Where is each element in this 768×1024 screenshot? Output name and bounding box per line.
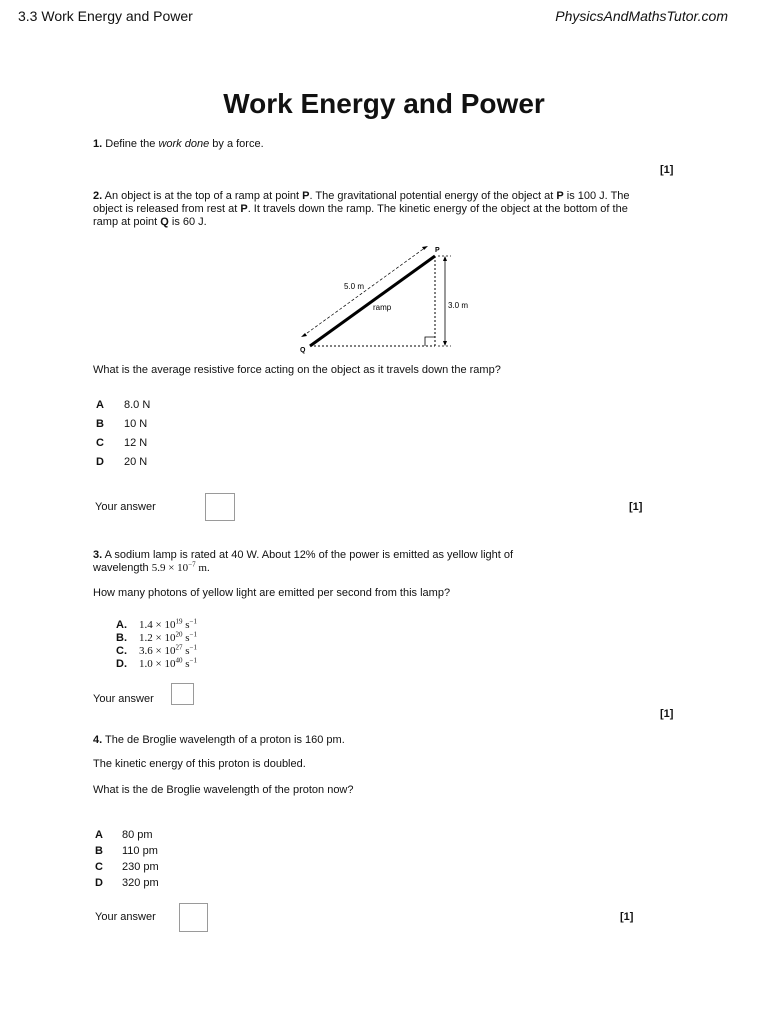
option-d[interactable] (95, 873, 159, 889)
question-2-line-2-a: object is released from rest at (93, 203, 241, 215)
option-letter: D. (116, 658, 127, 670)
option-a[interactable] (116, 615, 197, 631)
option-letter: B. (116, 632, 127, 644)
formula-unit-exponent: −1 (189, 617, 197, 626)
option-b[interactable] (116, 628, 197, 644)
option-letter: D (95, 877, 103, 889)
option-b[interactable] (95, 841, 159, 857)
question-3-line-1 (93, 549, 673, 562)
diagram-label-ramp: ramp (373, 303, 392, 312)
question-3-stem (93, 549, 673, 575)
formula-unit: m. (195, 562, 210, 574)
page-header-right: PhysicsAndMathsTutor.com (555, 8, 728, 24)
option-letter: A. (116, 619, 127, 631)
formula-unit-exponent: −1 (189, 630, 197, 639)
formula-exponent: 20 (175, 630, 183, 639)
question-3-line-2 (93, 562, 673, 575)
option-d[interactable] (116, 654, 197, 670)
wavelength-formula (152, 562, 210, 574)
question-3-line-2-text: wavelength (93, 562, 152, 574)
option-a[interactable] (96, 395, 150, 414)
option-letter: D (96, 456, 104, 468)
option-text: 110 pm (122, 845, 158, 857)
option-text: 20 N (124, 456, 148, 468)
question-2-line-2 (93, 203, 673, 216)
question-2-number: 2. (93, 190, 103, 202)
question-1 (93, 138, 264, 151)
formula-unit: s (182, 658, 190, 670)
diagram-label-length: 5.0 m (344, 282, 365, 291)
question-4-line-1 (93, 734, 345, 747)
question-4-answer-box[interactable] (179, 903, 208, 932)
question-2-options (96, 395, 150, 471)
option-text: 320 pm (122, 877, 159, 889)
question-3-number: 3. (93, 549, 103, 561)
question-2-line-3-b: is 60 J. (168, 216, 207, 228)
question-2-line-3-a: ramp at point (93, 216, 161, 228)
point-p-ref: P (556, 190, 564, 202)
question-2-line-2-b: . It travels down the ramp. The kinetic energy of the object at the bottom of the (247, 203, 628, 215)
point-p-ref: P (302, 190, 310, 202)
formula-exponent: 40 (175, 656, 183, 665)
diagram-label-p: P (435, 247, 440, 254)
option-letter: C (96, 437, 104, 449)
formula-exponent: −7 (188, 560, 196, 569)
question-4-line-1-text: The de Broglie wavelength of a proton is 160 pm. (105, 734, 345, 746)
length-arrow (303, 247, 426, 336)
formula-unit: s (182, 632, 190, 644)
question-2-line-1-b: . The gravitational potential energy of the object at (309, 190, 557, 202)
formula-unit-exponent: −1 (189, 656, 197, 665)
formula-base: 1.0 × 10 (139, 658, 176, 670)
formula-base: 3.6 × 10 (139, 645, 176, 657)
question-4-options (95, 825, 159, 889)
formula-base: 1.4 × 10 (139, 619, 176, 631)
option-a[interactable] (95, 825, 159, 841)
question-4-answer-label: Your answer (95, 911, 156, 923)
question-2-line-1-c: is 100 J. The (563, 190, 630, 202)
right-angle-marker (425, 337, 435, 346)
option-letter: B (95, 845, 103, 857)
question-3-options (116, 615, 197, 670)
question-2-line-1 (93, 190, 673, 203)
point-p-ref: P (240, 203, 248, 215)
height-arrowhead-bottom (443, 341, 447, 346)
page-header-left: 3.3 Work Energy and Power (18, 8, 193, 24)
formula-exponent: 19 (175, 617, 183, 626)
question-2-mark: [1] (629, 501, 643, 513)
option-text: 8.0 N (124, 399, 151, 411)
diagram-label-height: 3.0 m (448, 301, 469, 310)
page-title: Work Energy and Power (223, 88, 545, 119)
question-4-number: 4. (93, 734, 103, 746)
question-1-text-italic: work done (158, 138, 210, 150)
formula-unit-exponent: −1 (189, 643, 197, 652)
question-1-text-post: by a force. (209, 138, 264, 150)
point-q-ref: Q (160, 216, 169, 228)
question-2-line-3 (93, 216, 673, 229)
length-arrowhead-bottom (301, 333, 307, 337)
question-1-text-pre: Define the (105, 138, 159, 150)
question-3-line-1-text: A sodium lamp is rated at 40 W. About 12% of the power is emitted as yellow light of (104, 549, 514, 561)
option-b[interactable] (96, 414, 150, 433)
option-c[interactable] (95, 857, 159, 873)
height-arrowhead-top (443, 256, 447, 261)
question-2-line-1-a: An object is at the top of a ramp at point (104, 190, 303, 202)
question-2-question: What is the average resistive force acting on the object as it travels down the ramp? (93, 364, 501, 376)
diagram-label-q: Q (300, 347, 306, 354)
option-text: 10 N (124, 418, 148, 430)
question-2-stem (93, 190, 673, 229)
option-text: 12 N (124, 437, 148, 449)
formula-base: 1.2 × 10 (139, 632, 176, 644)
option-c[interactable] (116, 641, 197, 657)
formula-unit: s (182, 619, 190, 631)
option-c[interactable] (96, 433, 150, 452)
ramp-diagram (295, 240, 470, 355)
formula-base: 5.9 × 10 (151, 562, 189, 574)
option-formula (139, 658, 197, 670)
question-4-mark: [1] (620, 911, 634, 923)
question-4-question: What is the de Broglie wavelength of the proton now? (93, 784, 354, 796)
question-1-mark: [1] (660, 164, 674, 176)
option-d[interactable] (96, 452, 150, 471)
option-letter: A (96, 399, 104, 411)
question-4-line-2: The kinetic energy of this proton is doubled. (93, 758, 306, 770)
option-letter: C. (116, 645, 127, 657)
question-1-number: 1. (93, 138, 103, 150)
formula-unit: s (182, 645, 190, 657)
option-letter: B (96, 418, 104, 430)
option-letter: C (95, 861, 103, 873)
question-2-answer-label: Your answer (95, 501, 156, 513)
option-text: 80 pm (122, 829, 153, 841)
question-3-question: How many photons of yellow light are emitted per second from this lamp? (93, 587, 451, 599)
formula-exponent: 27 (175, 643, 183, 652)
question-3-mark: [1] (660, 708, 674, 720)
option-text: 230 pm (122, 861, 159, 873)
option-letter: A (95, 829, 103, 841)
ramp-line (310, 256, 435, 346)
question-3-answer-label: Your answer (93, 693, 154, 705)
question-2-answer-box[interactable] (205, 493, 235, 521)
question-3-answer-box[interactable] (171, 683, 194, 705)
